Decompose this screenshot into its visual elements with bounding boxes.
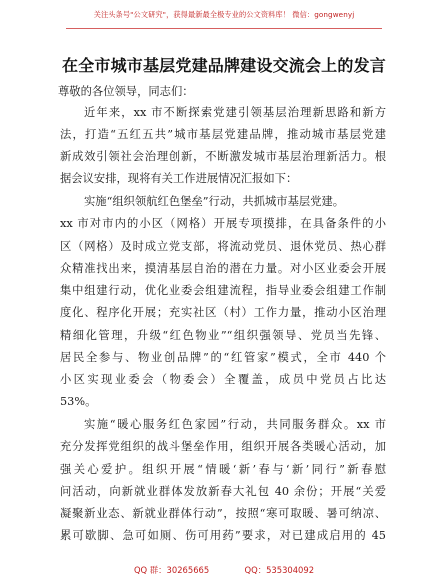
paragraph-2-line: 实施“组织领航红色堡垒”行动，共抓城市基层党建。 bbox=[84, 195, 345, 208]
banner-text: 关注头条号"公文研究"，获得最新最全极专业的公文资料库！ 微信：gongwenyj bbox=[93, 10, 355, 19]
paragraph-2-line: 度化、程序化开展；充实社区（村）工作力量，推动小区治理 bbox=[60, 306, 386, 319]
paragraph-2-line: xx 市对市内的小区（网格）开展专项摸排，在具备条件的小 bbox=[60, 217, 386, 230]
paragraph-2-line: 集中组建行动，优化业委会组建流程，指导业委会组建工作制 bbox=[60, 284, 386, 297]
footer-qq-group: QQ 群：30265665 bbox=[133, 565, 210, 575]
salutation: 尊敬的各位领导，同志们： bbox=[58, 85, 194, 98]
document-title: 在全市城市基层党建品牌建设交流会上的发言 bbox=[61, 56, 386, 75]
paragraph-1-line: 法，打造“五红五共”城市基层党建品牌，推动城市基层党建 bbox=[60, 128, 386, 141]
paragraph-2-line: 53%。 bbox=[60, 395, 97, 408]
banner-divider bbox=[66, 28, 382, 29]
paragraph-3-line: 问活动，向新就业群体发放新春大礼包 40 余份；开展“关爱 bbox=[60, 485, 386, 498]
top-banner bbox=[0, 6, 448, 38]
paragraph-2-line: 众精准找出来，摸清基层自治的潜在力量。对小区业委会开展 bbox=[60, 262, 386, 275]
paragraph-3-line: 凝聚新业态、新就业群体行动”，按照“寒可取暖、暑可纳凉、 bbox=[60, 507, 386, 520]
paragraph-1-line: 新成效引领社会治理创新，不断激发城市基层治理新活力。根 bbox=[60, 150, 386, 163]
paragraph-2-line: 居民全参与、物业创品牌”的“红管家”模式，全市 440 个 bbox=[60, 351, 386, 364]
paragraph-1-line: 据会议安排，现将有关工作进展情况汇报如下： bbox=[60, 172, 298, 185]
paragraph-2-line: 精细化管理，升级“红色物业”“组织强领导、党员当先锋、 bbox=[60, 329, 386, 342]
paragraph-2-line: 区（网格）及时成立党支部，将流动党员、退休党员、热心群 bbox=[60, 240, 386, 253]
paragraph-3-line: 累可歇脚、急可如厕、伤可用药”要求，对已建成启用的 45 bbox=[60, 529, 386, 542]
paragraph-2-line: 小区实现业委会（物委会）全覆盖，成员中党员占比达 bbox=[60, 373, 386, 386]
paragraph-3-line: 充分发挥党组织的战斗堡垒作用，组织开展各类暖心活动，加 bbox=[60, 440, 386, 453]
footer-qq: QQ：535304092 bbox=[244, 565, 315, 575]
footer bbox=[0, 564, 448, 580]
paragraph-3-line: 实施“暖心服务红色家园”行动，共同服务群众。xx 市 bbox=[84, 418, 386, 431]
paragraph-3-line: 强关心爱护。组织开展“情暖‘新’春与‘新’同行”新春慰 bbox=[60, 463, 386, 476]
paragraph-1-line: 近年来，xx 市不断探索党建引领基层治理新思路和新方 bbox=[84, 106, 386, 119]
